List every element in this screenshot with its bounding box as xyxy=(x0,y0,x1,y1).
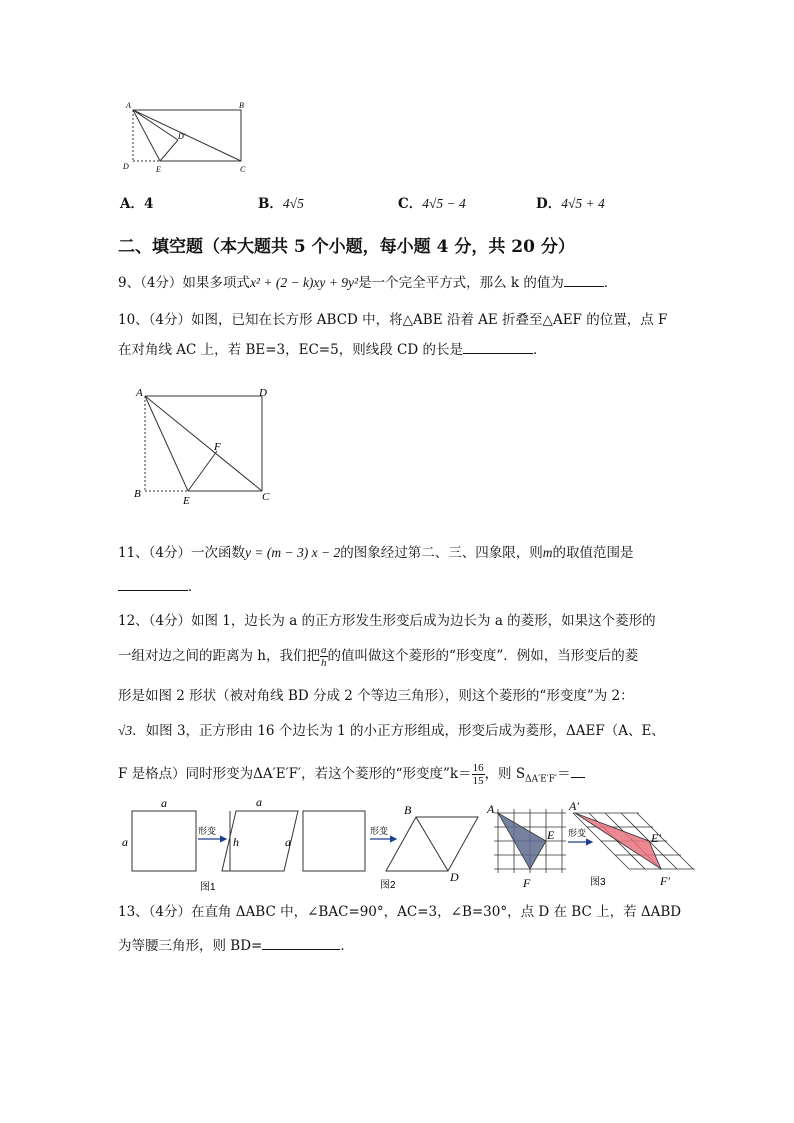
q8-label-E: E xyxy=(156,165,161,174)
q8-option-b-math: 4√5 xyxy=(282,196,304,211)
q12-line2-pre: 一组对边之间的距离为 h，我们把 xyxy=(118,648,320,664)
q8-option-d-prefix: D． xyxy=(536,196,562,212)
q8-option-d-math: 4√5 + 4 xyxy=(561,196,605,211)
q11-suffix-2: 的取值范围是 xyxy=(552,545,634,561)
fig1-label-a-right: a xyxy=(285,835,291,849)
q8-label-C: C xyxy=(240,165,246,174)
q8-option-c-prefix: C． xyxy=(398,196,423,212)
q12-k-num: 16 xyxy=(472,762,484,774)
q10-label-E: E xyxy=(183,495,190,507)
q8-option-d xyxy=(536,192,605,212)
q11-variable: m xyxy=(542,545,553,560)
q10-label-B: B xyxy=(134,488,141,500)
question-10-line-1: 10、（4分）如图，已知在长方形 ABCD 中，将△ABE 沿着 AE 折叠至△AEF 的位置，点 F xyxy=(118,312,668,328)
q12-figures xyxy=(118,796,718,896)
q9-prefix: 9、（4分）如果多项式 xyxy=(118,275,250,291)
section-2-heading: 二、填空题（本大题共 5 个小题，每小题 4 分，共 20 分） xyxy=(118,237,575,257)
fig2-diagonal-bd xyxy=(416,817,448,871)
q12-frac-num: a xyxy=(321,644,327,656)
q8-option-c-math: 4√5 − 4 xyxy=(422,196,466,211)
question-12-line-1: 12、（4分）如图 1，边长为 a 的正方形发生形变后成为边长为 a 的菱形，如果这个菱形的 xyxy=(118,613,656,629)
question-11-line-2: ． xyxy=(118,578,202,596)
q10-answer-blank[interactable] xyxy=(463,353,533,354)
q11-prefix: 11、（4分）一次函数 xyxy=(118,545,246,561)
q11-suffix: 的图象经过第二、三、四象限，则 xyxy=(340,545,543,561)
fig2-caption: 图2 xyxy=(380,880,396,891)
q9-answer-blank[interactable] xyxy=(564,286,604,287)
q8-option-a: A．4 xyxy=(120,196,154,212)
q8-label-D: D xyxy=(123,162,129,171)
q11-expression: y = (m − 3) x − 2 xyxy=(245,545,341,560)
fig1-arrow-label: 形变 xyxy=(198,826,217,836)
q12-fraction-k xyxy=(472,762,485,787)
fig2-label-D: D xyxy=(450,870,459,884)
fig3-arrow-label: 形变 xyxy=(568,828,587,838)
fig2-label-B: B xyxy=(404,803,412,817)
q12-k-den: 15 xyxy=(472,775,484,787)
q12-line5-pre: F 是格点）同时形变为ΔA′E′F′，若这个菱形的“形变度”k＝ xyxy=(118,766,472,782)
question-12-line-5 xyxy=(118,762,585,789)
q8-label-B: B xyxy=(239,101,244,110)
q13-answer-blank[interactable] xyxy=(262,949,340,950)
q13-line2-text: 为等腰三角形，则 BD= xyxy=(118,938,263,954)
question-12-line-2 xyxy=(118,644,638,669)
fig1-square xyxy=(132,811,196,871)
question-11-line-1 xyxy=(118,544,633,562)
q10-label-D: D xyxy=(259,387,267,399)
fig3-label-Ap: A′ xyxy=(569,799,579,813)
fig3-label-Ep: E′ xyxy=(651,831,661,845)
q10-label-A: A xyxy=(136,387,143,399)
question-12-line-4 xyxy=(118,722,665,740)
question-12-line-3: 形是如图 2 形状（被对角线 BD 分成 2 个等边三角形），则这个菱形的“形变度”为 2： xyxy=(118,688,634,704)
fig1-label-a-rhombus: a xyxy=(256,796,262,809)
q12-line5-post: ，则 S xyxy=(484,766,526,782)
q12-fraction-a-over-h xyxy=(320,644,328,669)
q10-line2-text: 在对角线 AC 上，若 BE=3，EC=5，则线段 CD 的长是 xyxy=(118,342,463,358)
q10-label-C: C xyxy=(262,491,270,503)
q8-label-Dp: D' xyxy=(178,132,186,141)
fig2-arrow-label: 形变 xyxy=(370,826,389,836)
q12-sqrt3: √3 xyxy=(118,723,133,738)
question-13-line-1: 13、（4分）在直角 ΔABC 中，∠BAC=90°，AC=3，∠B=30°，点 D 在 BC 上，若 ΔABD xyxy=(118,904,682,920)
question-13-line-2: 为等腰三角形，则 BD= ． xyxy=(118,938,354,954)
q10-figure xyxy=(128,384,288,510)
fig3-caption: 图3 xyxy=(590,877,606,888)
q8-option-b xyxy=(258,192,304,212)
q9-suffix: 是一个完全平方式，那么 k 的值为 xyxy=(358,275,564,291)
fig2-square xyxy=(303,811,365,871)
q8-figure xyxy=(118,98,258,176)
question-9: 9、（4分）如果多项式x² + (2 − k)xy + 9y²是一个完全平方式，那么 k 的值为 ． xyxy=(118,275,618,291)
q12-subscript: ΔA′E′F′ xyxy=(525,774,558,785)
q9-expression: x² + (2 − k)xy + 9y² xyxy=(249,275,359,290)
fig1-label-a-top: a xyxy=(161,796,167,810)
question-10-line-2: 在对角线 AC 上，若 BE=3，EC=5，则线段 CD 的长是 ． xyxy=(118,342,547,358)
q8-label-A: A xyxy=(126,101,131,110)
fig1-label-a-left: a xyxy=(122,835,128,849)
q11-answer-blank[interactable] xyxy=(118,590,188,591)
q8-option-b-prefix: B． xyxy=(258,196,283,212)
q12-line4-text: ．如图 3，正方形由 16 个边长为 1 的小正方形组成，形变后成为菱形，ΔAEF（A、E、 xyxy=(132,723,665,739)
q8-option-c xyxy=(398,192,466,212)
fig1-label-h: h xyxy=(233,835,239,849)
fig3-label-Fp: F′ xyxy=(660,874,670,888)
fig3-label-F: F xyxy=(523,876,531,890)
q12-frac-den: h xyxy=(321,657,327,669)
fig3-label-A: A xyxy=(487,802,495,816)
fig1-caption: 图1 xyxy=(200,882,216,893)
q12-line5-end: ＝ xyxy=(557,766,571,782)
fig3-label-E: E xyxy=(547,828,555,842)
fig3-triangle-ApEpFp xyxy=(575,813,661,869)
q12-line2-post: 的值叫做这个菱形的“形变度”．例如，当形变后的菱 xyxy=(327,648,639,664)
q10-label-F: F xyxy=(214,441,221,453)
q12-answer-blank[interactable] xyxy=(571,777,585,778)
